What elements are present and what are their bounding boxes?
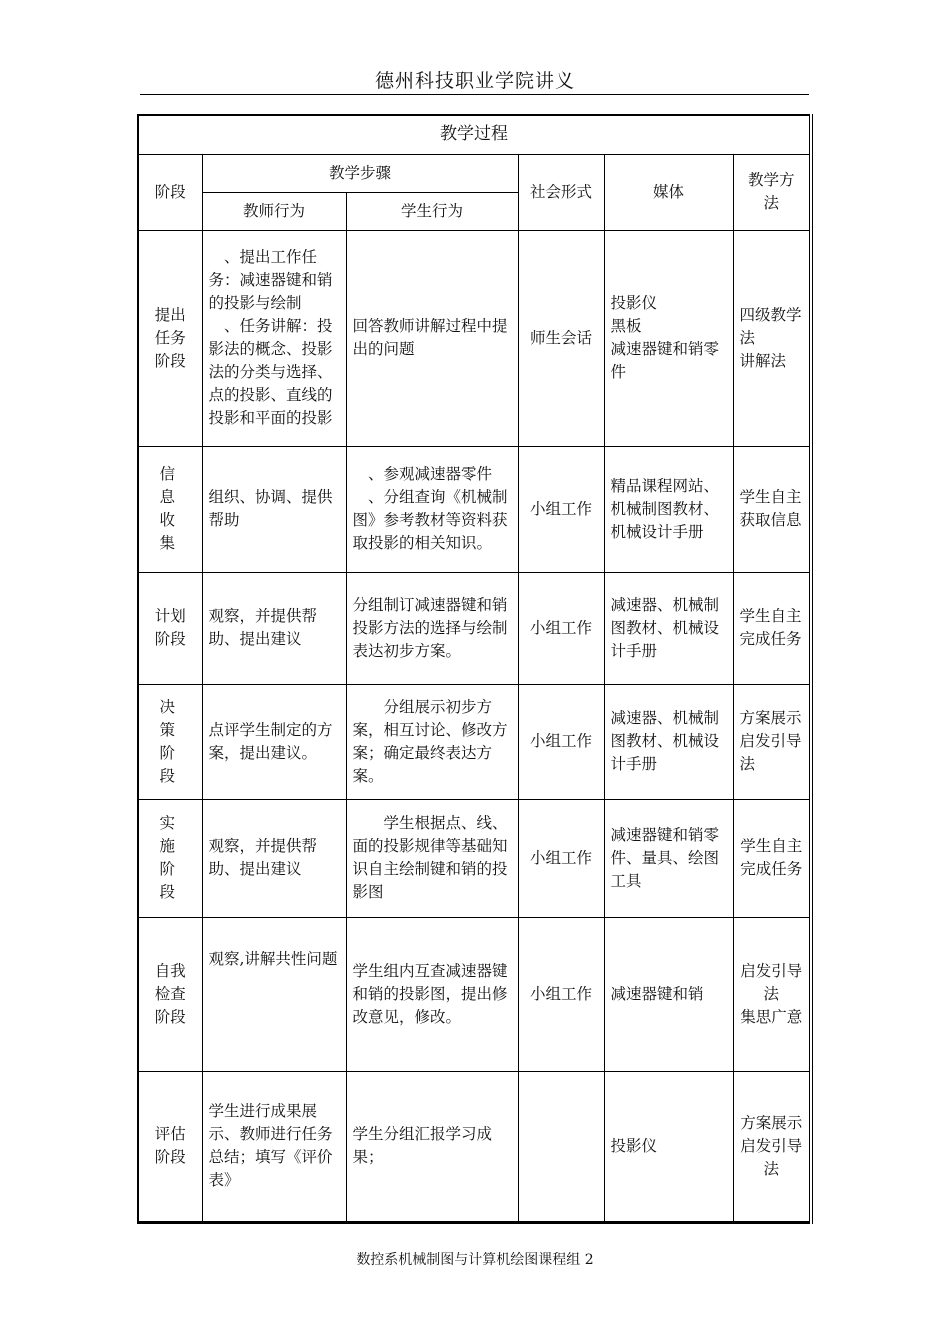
media-cell: 减速器键和销零件、量具、绘图工具: [604, 799, 733, 917]
header-student: 学生行为: [346, 192, 518, 230]
stage-cell: [138, 799, 202, 917]
stage-line: 任务: [154, 328, 186, 347]
method-item: 启发引导法: [740, 961, 803, 1003]
method-item: 讲解法: [739, 351, 787, 370]
teacher-cell: 观察，并提供帮助、提出建议: [202, 572, 346, 684]
method-cell: [733, 684, 811, 799]
teacher-cell: 观察，并提供帮助、提出建议: [202, 799, 346, 917]
student-cell: 学生分组汇报学习成果；: [346, 1071, 518, 1222]
document-header-title: 德州科技职业学院讲义: [374, 70, 575, 92]
media-cell: 减速器、机械制图教材、机械设计手册: [604, 572, 733, 684]
stage-line: 阶段: [154, 351, 186, 370]
header-stage: 阶段: [138, 154, 202, 230]
media-item: 减速器键和销零件: [610, 340, 720, 381]
method-item: 启发引导法: [739, 732, 802, 773]
header-social: 社会形式: [518, 154, 604, 230]
table-title: 教学过程: [138, 115, 811, 154]
stage-line: 检查: [154, 984, 186, 1003]
teacher-item: 、提出工作任务：减速器键和销的投影与绘制: [208, 248, 333, 312]
student-cell: 回答教师讲解过程中提出的问题: [346, 230, 518, 446]
stage-line: 阶段: [154, 1148, 186, 1166]
table-row: [138, 1071, 811, 1222]
header-method-line1: 教学方: [748, 171, 795, 189]
social-cell: 小组工作: [518, 799, 604, 917]
media-item: 投影仪: [610, 294, 658, 312]
teacher-item: 、任务讲解：投影法的概念、投影法的分类与选择、点的投影、直线的投影和平面的投影: [208, 317, 333, 427]
method-item: 完成任务: [740, 860, 803, 878]
stage-line: 信息: [159, 465, 187, 506]
stage-line: 计划: [154, 607, 186, 625]
stage-line: 决策: [159, 697, 187, 739]
media-item: 机械设计手册: [610, 522, 704, 541]
header-steps: 教学步骤: [202, 154, 518, 192]
social-cell: 小组工作: [518, 917, 604, 1071]
stage-cell: [138, 1071, 202, 1222]
table-row: [138, 572, 811, 684]
social-cell: 小组工作: [518, 446, 604, 572]
stage-cell: [138, 684, 202, 799]
method-cell: [733, 1071, 811, 1222]
stage-line: 评估: [154, 1125, 186, 1143]
method-item: 方案展示: [740, 1113, 803, 1132]
method-cell: 学生自主完成任务: [733, 572, 811, 684]
teacher-cell: [202, 230, 346, 446]
table-row: [138, 230, 811, 446]
stage-line: 阶段: [154, 630, 186, 648]
table-row: [138, 684, 811, 799]
header-media: 媒体: [604, 154, 733, 230]
stage-line: 自我: [154, 961, 186, 980]
stage-line: 阶段: [159, 860, 187, 901]
teaching-process-table: [137, 114, 813, 1224]
method-cell: [733, 799, 811, 917]
media-cell: [604, 446, 733, 572]
method-item: 启发引导法: [740, 1136, 803, 1178]
social-cell: 师生会话: [518, 230, 604, 446]
student-cell: [346, 446, 518, 572]
header-teacher: 教师行为: [202, 192, 346, 230]
stage-line: 阶段: [159, 743, 187, 785]
student-item: 、分组查询《机械制图》参考教材等资料获取投影的相关知识。: [352, 488, 508, 552]
page-footer: 数控系机械制图与计算机绘图课程组 2: [356, 1252, 594, 1268]
table-row: [138, 799, 811, 917]
media-cell: 减速器键和销: [604, 917, 733, 1071]
stage-line: 实施: [159, 814, 187, 855]
method-cell: [733, 230, 811, 446]
method-cell: [733, 917, 811, 1071]
teacher-cell: 学生进行成果展示、教师进行任务总结；填写《评价表》: [202, 1071, 346, 1222]
stage-line: 阶段: [154, 1007, 186, 1026]
social-cell: [518, 1071, 604, 1222]
method-item: 集思广意: [740, 1007, 803, 1026]
media-cell: 减速器、机械制图教材、机械设计手册: [604, 684, 733, 799]
media-item: 机械制图教材、: [610, 499, 720, 518]
method-item: 四级教学法: [739, 305, 802, 347]
social-cell: 小组工作: [518, 572, 604, 684]
header-method-line2: 法: [763, 194, 780, 212]
teacher-cell: 点评学生制定的方案，提出建议。: [202, 684, 346, 799]
teacher-cell: 组织、协调、提供帮助: [202, 446, 346, 572]
method-cell: 学生自主获取信息: [733, 446, 811, 572]
student-item: 、参观减速器零件: [368, 465, 493, 483]
student-cell: 学生根据点、线、面的投影规律等基础知识自主绘制键和销的投影图: [346, 799, 518, 917]
stage-cell: [138, 917, 202, 1071]
teacher-cell: 观察,讲解共性问题: [202, 917, 346, 1071]
method-item: 学生自主: [740, 837, 803, 855]
header-method: [733, 154, 811, 230]
stage-cell: [138, 572, 202, 684]
table-row: [138, 446, 811, 572]
media-item: 黑板: [610, 317, 642, 335]
social-cell: 小组工作: [518, 684, 604, 799]
student-cell: 分组制订减速器键和销投影方法的选择与绘制表达初步方案。: [346, 572, 518, 684]
stage-line: 提出: [154, 305, 186, 324]
media-item: 精品课程网站、: [610, 476, 720, 495]
media-cell: 投影仪: [604, 1071, 733, 1222]
student-cell: 学生组内互查减速器键和销的投影图，提出修改意见，修改。: [346, 917, 518, 1071]
stage-cell: [138, 230, 202, 446]
stage-line: 收集: [159, 511, 187, 552]
method-item: 方案展示: [739, 709, 802, 727]
table-row: [138, 917, 811, 1071]
media-cell: [604, 230, 733, 446]
header-rule: [140, 94, 809, 95]
student-cell: 分组展示初步方案，相互讨论、修改方案；确定最终表达方案。: [346, 684, 518, 799]
stage-cell: [138, 446, 202, 572]
